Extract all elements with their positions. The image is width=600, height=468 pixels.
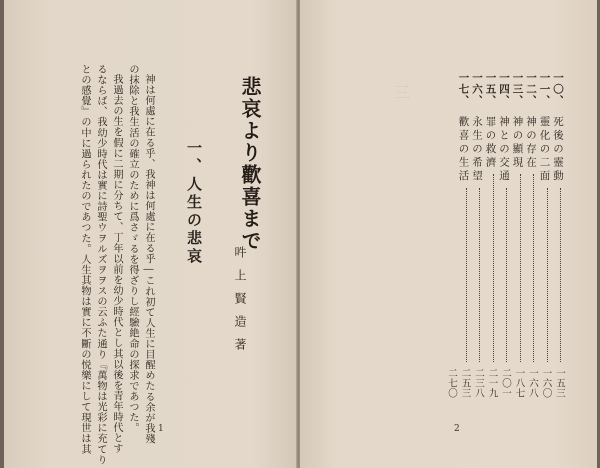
toc-entry — [527, 0, 539, 468]
toc-entry-title: 神の顯現 — [511, 116, 524, 170]
left-page — [4, 0, 297, 468]
toc-entry-page: 一六八 — [527, 368, 538, 398]
toc-entry-number: 一〇、 — [552, 72, 564, 107]
body-line-4: るならば、我幼少時代は實に詩聖ウヲルズヲヲスの云ふた通り『萬物は光彩に充てり — [95, 64, 106, 465]
toc-entry — [473, 0, 485, 468]
toc-entry-page: 二七〇 — [446, 368, 457, 398]
toc-leader-dots — [547, 188, 548, 363]
toc-entry — [457, 0, 472, 468]
toc-entry-page: 一六〇 — [540, 368, 552, 398]
author-name: 吽上賢造著 — [233, 246, 247, 361]
book-title: 悲哀より歡喜まで — [238, 76, 262, 252]
toc-entry-number: 一六、 — [471, 72, 483, 107]
toc-entry-number: 一一、 — [538, 72, 551, 107]
toc-leader-dots — [479, 188, 480, 363]
toc-entry — [538, 0, 553, 468]
toc-entry-number: 一七、 — [457, 72, 470, 107]
page-number-left: 1 — [158, 424, 164, 434]
toc-entry-page: 一五三 — [554, 368, 565, 398]
toc-entry — [554, 0, 566, 468]
body-line-1: 神は何處に在る乎、我神は何處に在る乎―これ初て人生に目醒めたる余が我殘 — [143, 74, 154, 445]
toc-entry-title: 死後の靈動 — [552, 116, 564, 184]
toc-leader-dots — [560, 188, 561, 363]
toc-entry-number: 一五、 — [484, 72, 497, 107]
body-line-3: 我過去の生を假に二期に分ちて、丁年以前を幼少時代とし其以後を青年時代とす — [111, 74, 122, 454]
toc-entry-page: 二一九 — [486, 368, 498, 398]
toc-leader-dots — [506, 188, 507, 363]
toc-entry — [446, 0, 458, 468]
toc-entry-title: 神との交通 — [498, 116, 510, 184]
toc-entry-title: 罪の救濟 — [484, 116, 497, 170]
toc-entry-page: 二五三 — [459, 368, 471, 398]
toc-entry-number: 一二、 — [525, 72, 537, 107]
toc-leader-dots — [466, 188, 467, 363]
toc-entry-page: 二三八 — [473, 368, 484, 398]
toc-entry-page: 二〇一 — [500, 368, 511, 398]
body-line-2: の抹除と我生活の確立のために爲さゞるを得ざりし經驗絶命の探求であつた。 — [127, 64, 138, 434]
toc-entry-number: 一四、 — [498, 72, 510, 107]
body-line-5: との感覺』の中に過られたのであつた。人生其物は實に不斷の悦樂にして現世は其 — [79, 64, 90, 455]
toc-entry-title: 神の存在 — [525, 116, 537, 170]
toc-entry-title: 歡喜の生活 — [457, 116, 470, 184]
toc-entry — [500, 0, 512, 468]
toc-entry-number: 一三、 — [511, 72, 524, 107]
toc-leader-dots — [493, 174, 494, 362]
toc-entry — [511, 0, 526, 468]
toc-entry — [484, 0, 499, 468]
show-through-mark: 三 — [394, 83, 411, 102]
section-heading: 一、人生の悲哀 — [185, 140, 203, 266]
toc-entry-title: 永生の希望 — [471, 116, 483, 184]
toc-entry-title: 靈化の二面 — [538, 116, 551, 184]
toc-leader-dots — [533, 174, 534, 362]
toc-entry-page: 一八七 — [513, 368, 525, 398]
toc-leader-dots — [520, 174, 521, 362]
page-number-right: 2 — [454, 424, 460, 434]
right-page — [300, 0, 598, 468]
